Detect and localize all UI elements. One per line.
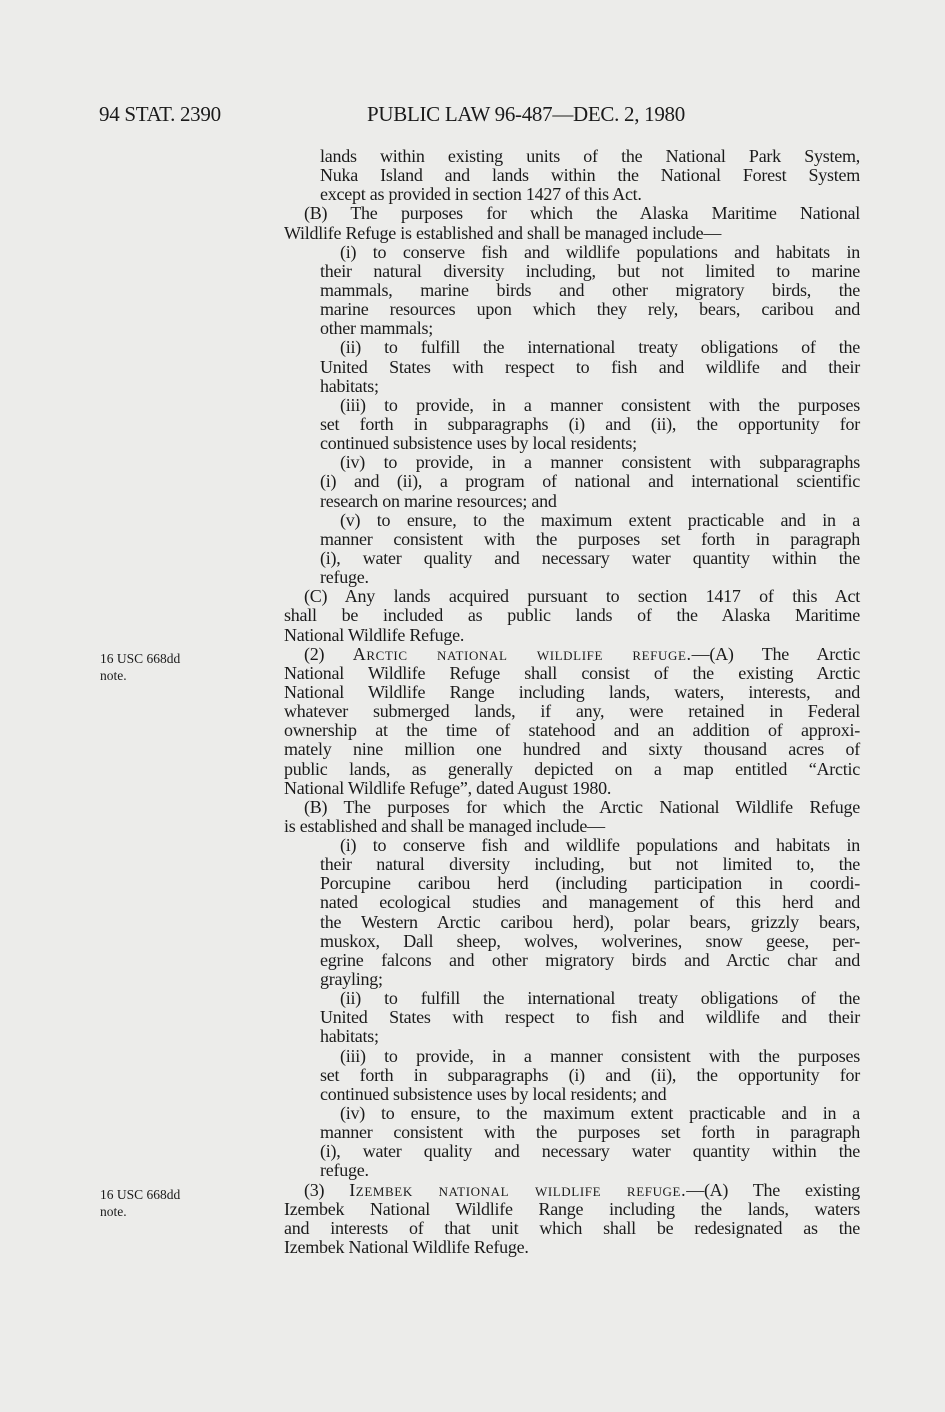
text-line: (B) The purposes for which the Alaska Maritime National	[304, 203, 860, 224]
text-line: public lands, as generally depicted on a map entitled “Arctic	[284, 758, 860, 779]
section-heading-line	[284, 1181, 860, 1200]
text-line: set forth in subparagraphs (i) and (ii), the opportunity for	[320, 1064, 860, 1085]
text-line: Nuka Island and lands within the National Forest System	[320, 165, 860, 186]
text-line: habitats;	[320, 375, 379, 396]
text-line: (i), water quality and necessary water quantity within the	[320, 547, 860, 568]
text-line: National Wildlife Refuge”, dated August 1980.	[284, 777, 612, 798]
text-line: (i) to conserve fish and wildlife populations and habitats in	[340, 835, 860, 856]
subparagraph	[284, 836, 860, 989]
text-line: and interests of that unit which shall be redesignated as the	[284, 1217, 860, 1238]
heading-lead-text: —(A) The Arctic	[691, 643, 860, 664]
text-line: National Wildlife Refuge.	[284, 624, 465, 645]
text-line: (i), water quality and necessary water quantity within the	[320, 1141, 860, 1162]
margin-note-citation: 16 USC 668dd	[100, 651, 181, 666]
text-line: (B) The purposes for which the Arctic National Wildlife Refuge	[304, 796, 860, 817]
paragraph	[284, 798, 860, 836]
paragraph	[284, 1181, 860, 1258]
text-line: (C) Any lands acquired pursuant to section 1417 of this Act	[304, 586, 860, 607]
text-line: (iv) to provide, in a manner consistent with subparagraphs	[340, 452, 860, 473]
text-line: whatever submerged lands, if any, were retained in Federal	[284, 701, 860, 722]
text-line: except as provided in section 1427 of this Act.	[320, 184, 642, 205]
subparagraph	[284, 1047, 860, 1104]
page-header-title: PUBLIC LAW 96-487—DEC. 2, 1980	[367, 102, 685, 126]
subparagraph	[284, 989, 860, 1046]
margin-note-citation: 16 USC 668dd	[100, 1187, 181, 1202]
text-line: ownership at the time of statehood and an addition of approxi-	[284, 720, 860, 741]
text-line: refuge.	[320, 1160, 369, 1181]
text-line: set forth in subparagraphs (i) and (ii), the opportunity for	[320, 413, 860, 434]
section-title: Izembek national wildlife refuge.	[349, 1179, 687, 1200]
text-line: refuge.	[320, 567, 369, 588]
text-line: National Wildlife Refuge shall consist of the existing Arctic	[284, 662, 860, 683]
section-number: (2)	[304, 643, 353, 664]
subparagraph	[284, 396, 860, 453]
margin-note-label: note.	[100, 1204, 127, 1219]
statute-page-number: 94 STAT. 2390	[99, 102, 221, 126]
paragraph	[284, 587, 860, 644]
text-line: (iv) to ensure, to the maximum extent practicable and in a	[340, 1103, 860, 1124]
text-line: National Wildlife Range including lands, waters, interests, and	[284, 681, 860, 702]
margin-note	[100, 1186, 180, 1220]
text-line: egrine falcons and other migratory birds and Arctic char and	[320, 949, 860, 970]
text-line: United States with respect to fish and wildlife and their	[320, 356, 860, 377]
text-line: Wildlife Refuge is established and shall be managed include—	[284, 222, 722, 243]
section-number: (3)	[304, 1179, 350, 1200]
subparagraph	[284, 243, 860, 339]
text-line: (ii) to fulfill the international treaty obligations of the	[340, 988, 860, 1009]
subparagraph	[284, 511, 860, 588]
text-line: habitats;	[320, 1026, 379, 1047]
text-line: marine resources upon which they rely, bears, caribou and	[320, 299, 860, 320]
text-line: (i) to conserve fish and wildlife populations and habitats in	[340, 241, 860, 262]
text-line: Izembek National Wildlife Refuge.	[284, 1237, 529, 1258]
text-line: other mammals;	[320, 318, 433, 339]
text-line: continued subsistence uses by local residents; and	[320, 1083, 667, 1104]
text-line: muskox, Dall sheep, wolves, wolverines, snow geese, per-	[320, 930, 860, 951]
text-line: their natural diversity including, but not limited to marine	[320, 260, 860, 281]
text-line: (ii) to fulfill the international treaty obligations of the	[340, 337, 860, 358]
margin-note-label: note.	[100, 668, 127, 683]
section-heading-line	[284, 645, 860, 664]
text-line: (iii) to provide, in a manner consistent with the purposes	[340, 1045, 860, 1066]
subparagraph	[284, 338, 860, 395]
text-line: (v) to ensure, to the maximum extent practicable and in a	[340, 509, 860, 530]
text-line: the Western Arctic caribou herd), polar bears, grizzly bears,	[320, 911, 860, 932]
text-line: research on marine resources; and	[320, 490, 557, 511]
text-line: lands within existing units of the National Park System,	[320, 146, 860, 166]
text-line: (iii) to provide, in a manner consistent with the purposes	[340, 394, 860, 415]
text-line: United States with respect to fish and wildlife and their	[320, 1007, 860, 1028]
margin-note	[100, 650, 180, 684]
text-line: their natural diversity including, but not limited to, the	[320, 854, 860, 875]
text-line: continued subsistence uses by local residents;	[320, 433, 637, 454]
text-line: Porcupine caribou herd (including participation in coordi-	[320, 873, 860, 894]
statute-body-text	[284, 147, 860, 1257]
paragraph	[284, 204, 860, 242]
text-line: mammals, marine birds and other migratory birds, the	[320, 279, 860, 300]
subparagraph	[284, 453, 860, 510]
text-line: grayling;	[320, 969, 383, 990]
section-title: Arctic national wildlife refuge.	[352, 643, 692, 664]
heading-lead-text: —(A) The existing	[686, 1179, 860, 1200]
text-line: nated ecological studies and management of this herd and	[320, 892, 860, 913]
subparagraph	[284, 147, 860, 204]
subparagraph	[284, 1104, 860, 1181]
text-line: is established and shall be managed include—	[284, 815, 605, 836]
text-line: mately nine million one hundred and sixty thousand acres of	[284, 739, 860, 760]
text-line: manner consistent with the purposes set forth in paragraph	[320, 528, 860, 549]
text-line: Izembek National Wildlife Range including the lands, waters	[284, 1198, 860, 1219]
paragraph	[284, 645, 860, 798]
text-line: manner consistent with the purposes set forth in paragraph	[320, 1122, 860, 1143]
text-line: (i) and (ii), a program of national and international scientific	[320, 471, 860, 492]
text-line: shall be included as public lands of the Alaska Maritime	[284, 605, 860, 626]
